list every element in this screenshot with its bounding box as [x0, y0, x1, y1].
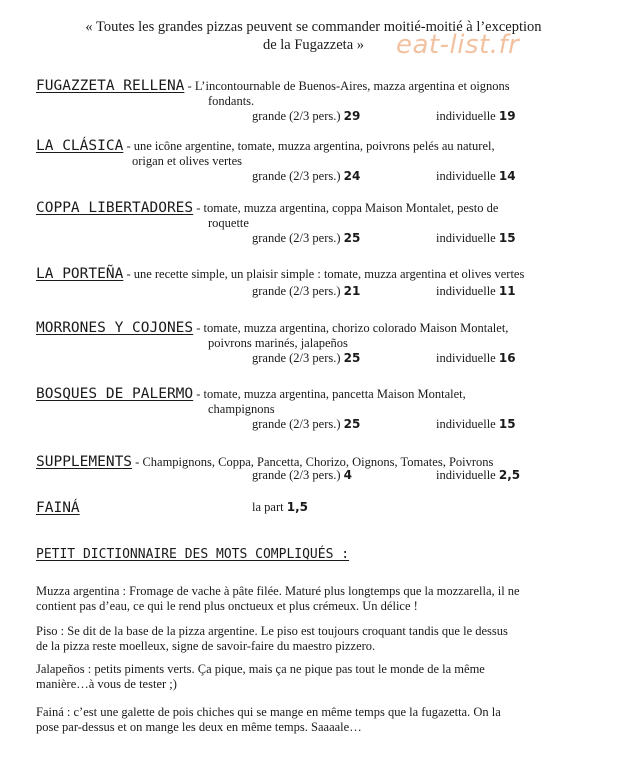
item-description: - tomate, muzza argentina, coppa Maison Montalet, pesto de	[193, 201, 499, 215]
menu-item-morrones	[36, 317, 611, 366]
item-description: - tomate, muzza argentina, chorizo colorado Maison Montalet,	[193, 321, 509, 335]
item-title: SUPPLEMENTS	[36, 454, 133, 470]
item-title: FUGAZZETA RELLENA	[36, 78, 185, 94]
item-description-cont: origan et olives vertes	[132, 154, 243, 168]
item-description-cont: champignons	[208, 402, 275, 416]
item-title: FAINÁ	[36, 500, 80, 516]
menu-item-coppa	[36, 197, 611, 246]
price-individuelle: individuelle 15	[436, 417, 516, 431]
item-description-cont: fondants.	[208, 94, 255, 108]
price-grande: grande (2/3 pers.) 24	[252, 169, 361, 183]
item-title: BOSQUES DE PALERMO	[36, 386, 194, 402]
menu-item-fugazzeta	[36, 75, 611, 124]
definition-muzza: Muzza argentina : Fromage de vache à pâte filée. Maturé plus longtemps que la mozzarella, il ne contient pas d’eau, ce qui le rend plus onctueux et plus crémeux. Un délice !	[36, 584, 520, 613]
intro-line-1: « Toutes les grandes pizzas peuvent se commander moitié-moitié à l’exception	[85, 19, 542, 35]
item-prices	[36, 416, 611, 432]
item-description: - tomate, muzza argentina, pancetta Maison Montalet,	[193, 387, 466, 401]
item-prices	[36, 283, 611, 299]
price-individuelle: individuelle 16	[436, 351, 516, 365]
price-individuelle: individuelle 15	[436, 231, 516, 245]
item-description: - Champignons, Coppa, Pancetta, Chorizo, Oignons, Tomates, Poivrons	[132, 455, 494, 469]
item-title: MORRONES Y COJONES	[36, 320, 194, 336]
menu-item-clasica	[36, 135, 611, 184]
price-individuelle: individuelle 11	[436, 284, 516, 298]
watermark-logo: eat-list.fr	[396, 30, 520, 60]
menu-item-supplements	[36, 451, 611, 483]
item-title: LA PORTEÑA	[36, 266, 124, 282]
item-title: LA CLÁSICA	[36, 138, 124, 154]
price-grande: grande (2/3 pers.) 25	[252, 231, 361, 245]
item-description-cont: roquette	[208, 216, 249, 230]
price-individuelle: individuelle 14	[436, 169, 516, 183]
menu-item-faina	[36, 497, 611, 516]
price-grande: grande (2/3 pers.) 25	[252, 417, 361, 431]
price-grande: grande (2/3 pers.) 25	[252, 351, 361, 365]
price-grande: grande (2/3 pers.) 4	[252, 468, 352, 482]
menu-item-bosques	[36, 383, 611, 432]
price-individuelle: individuelle 19	[436, 109, 516, 123]
definition-jalapenos: Jalapeños : petits piments verts. Ça pique, mais ça ne pique pas tout le monde de la même manière…à vous de tester ;)	[36, 662, 485, 691]
item-prices	[36, 108, 611, 124]
definition-piso: Piso : Se dit de la base de la pizza argentine. Le piso est toujours croquant tandis que le dessus de la pizza reste moelleux, signe de savoir-faire du maestro pizzero.	[36, 624, 508, 653]
price-grande: grande (2/3 pers.) 29	[252, 109, 361, 123]
item-prices	[36, 230, 611, 246]
item-description: - L’incontournable de Buenos-Aires, mazza argentina et oignons	[184, 79, 510, 93]
price-grande: grande (2/3 pers.) 21	[252, 284, 361, 298]
item-prices	[36, 168, 611, 184]
item-title: COPPA LIBERTADORES	[36, 200, 194, 216]
price-individuelle: individuelle 2,5	[436, 468, 521, 482]
item-description-cont: poivrons marinés, jalapeños	[208, 336, 348, 350]
intro-line-2: de la Fugazzeta »	[262, 37, 365, 53]
item-description: - une icône argentine, tomate, muzza argentina, poivrons pelés au naturel,	[123, 139, 495, 153]
item-prices	[36, 467, 611, 483]
menu-item-portena	[36, 263, 611, 299]
item-description: - une recette simple, un plaisir simple : tomate, muzza argentina et olives vertes	[123, 267, 525, 281]
price-part: la part 1,5	[252, 500, 308, 514]
definition-faina: Fainá : c’est une galette de pois chiches qui se mange en même temps que la fugazetta. On la pose par-dessus et on mange les deux en même temps. Saaaale…	[36, 705, 501, 734]
dictionary-title: PETIT DICTIONNAIRE DES MOTS COMPLIQUÉS :	[36, 547, 350, 562]
item-prices	[36, 350, 611, 366]
